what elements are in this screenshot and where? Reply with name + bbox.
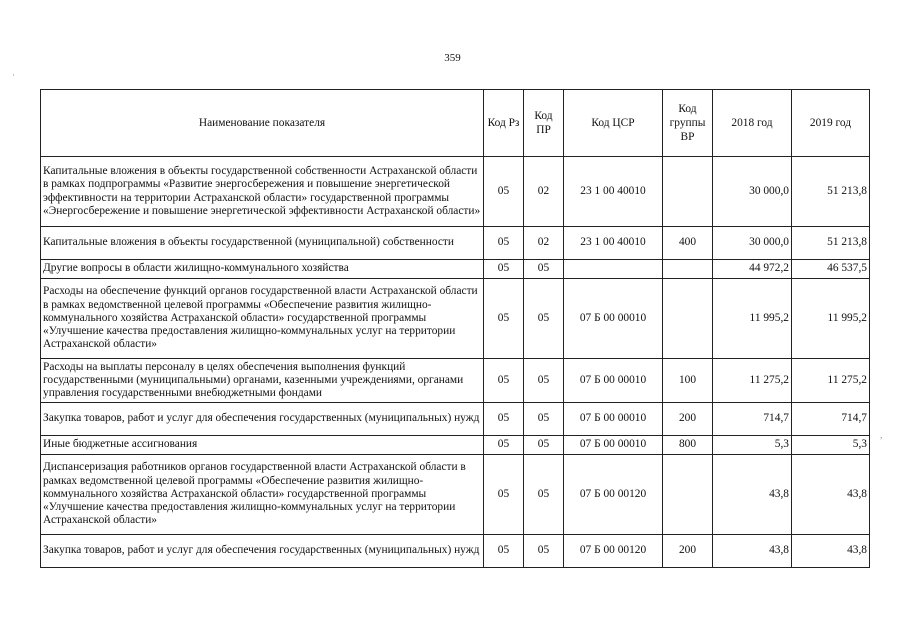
cell-name: Расходы на обеспечение функций органов государственной власти Астраханской области в рамках ведомственной целевой программы «Обеспечение развития жилищно-коммунального хозяйства Астраханской области» государственной программы «Улучшение качества предоставления жилищно-коммунальных услуг на территории Астраханской области» [41, 279, 484, 359]
cell-name: Закупка товаров, работ и услуг для обеспечения государственных (муниципальных) нужд [41, 535, 484, 568]
cell-2019: 714,7 [792, 403, 870, 436]
cell-rz: 05 [484, 403, 524, 436]
cell-rz: 05 [484, 455, 524, 535]
cell-2019: 11 995,2 [792, 279, 870, 359]
cell-csr: 07 Б 00 00010 [564, 359, 663, 403]
cell-csr: 23 1 00 40010 [564, 157, 663, 227]
cell-vr [663, 279, 713, 359]
table-header [41, 90, 870, 157]
cell-pr: 02 [524, 227, 564, 260]
cell-name: Диспансеризация работников органов государственной власти Астраханской области в рамках ведомственной целевой программы «Обеспечение развития жилищно-коммунального хозяйства Астраханской области» государственной программы «Улучшение качества предоставления жилищно-коммунальных услуг на территории Астраханской области» [41, 455, 484, 535]
cell-csr: 07 Б 00 00010 [564, 403, 663, 436]
cell-2019: 43,8 [792, 535, 870, 568]
header-vr: Код группы ВР [663, 90, 713, 157]
cell-2018: 43,8 [713, 455, 792, 535]
cell-name: Капитальные вложения в объекты государственной собственности Астраханской области в рамках подпрограммы «Развитие энергосбережения и повышение энергетической эффективности на территории Астраханской области» государственной программы «Энергосбережение и повышение энергетической эффективности Астраханской области» [41, 157, 484, 227]
cell-pr: 02 [524, 157, 564, 227]
cell-name: Капитальные вложения в объекты государственной (муниципальной) собственности [41, 227, 484, 260]
cell-2019: 5,3 [792, 436, 870, 455]
cell-2018: 30 000,0 [713, 157, 792, 227]
table-row [41, 279, 870, 359]
header-pr: Код ПР [524, 90, 564, 157]
cell-csr [564, 260, 663, 279]
table-row [41, 535, 870, 568]
header-2019: 2019 год [792, 90, 870, 157]
cell-2018: 11 275,2 [713, 359, 792, 403]
header-2018: 2018 год [713, 90, 792, 157]
cell-2018: 44 972,2 [713, 260, 792, 279]
cell-rz: 05 [484, 535, 524, 568]
cell-2019: 51 213,8 [792, 227, 870, 260]
cell-rz: 05 [484, 260, 524, 279]
scan-speck: · [12, 70, 15, 80]
cell-2018: 43,8 [713, 535, 792, 568]
cell-2018: 5,3 [713, 436, 792, 455]
cell-vr [663, 157, 713, 227]
header-rz: Код Рз [484, 90, 524, 157]
cell-rz: 05 [484, 157, 524, 227]
cell-rz: 05 [484, 227, 524, 260]
table-row [41, 403, 870, 436]
cell-vr: 800 [663, 436, 713, 455]
cell-vr: 100 [663, 359, 713, 403]
cell-csr: 07 Б 00 00120 [564, 535, 663, 568]
cell-vr [663, 260, 713, 279]
cell-name: Иные бюджетные ассигнования [41, 436, 484, 455]
header-row [41, 90, 870, 157]
table-row [41, 260, 870, 279]
cell-2018: 714,7 [713, 403, 792, 436]
cell-pr: 05 [524, 535, 564, 568]
cell-pr: 05 [524, 279, 564, 359]
cell-name: Расходы на выплаты персоналу в целях обеспечения выполнения функций государственными (муниципальными) органами, казенными учреждениями, органами управления государственными внебюджетными фондами [41, 359, 484, 403]
cell-2019: 51 213,8 [792, 157, 870, 227]
header-csr: Код ЦСР [564, 90, 663, 157]
table-row [41, 157, 870, 227]
table-row [41, 227, 870, 260]
table-row [41, 455, 870, 535]
table-body [41, 157, 870, 568]
cell-pr: 05 [524, 455, 564, 535]
header-name: Наименование показателя [41, 90, 484, 157]
cell-rz: 05 [484, 436, 524, 455]
cell-pr: 05 [524, 403, 564, 436]
cell-name: Закупка товаров, работ и услуг для обеспечения государственных (муниципальных) нужд [41, 403, 484, 436]
table-row [41, 359, 870, 403]
cell-csr: 23 1 00 40010 [564, 227, 663, 260]
cell-vr: 400 [663, 227, 713, 260]
cell-pr: 05 [524, 260, 564, 279]
scan-speck: , [880, 430, 883, 440]
cell-2019: 11 275,2 [792, 359, 870, 403]
cell-2019: 43,8 [792, 455, 870, 535]
cell-name: Другие вопросы в области жилищно-коммунального хозяйства [41, 260, 484, 279]
cell-pr: 05 [524, 436, 564, 455]
cell-csr: 07 Б 00 00010 [564, 279, 663, 359]
cell-vr [663, 455, 713, 535]
cell-rz: 05 [484, 359, 524, 403]
cell-csr: 07 Б 00 00010 [564, 436, 663, 455]
cell-vr: 200 [663, 403, 713, 436]
cell-2018: 30 000,0 [713, 227, 792, 260]
cell-csr: 07 Б 00 00120 [564, 455, 663, 535]
cell-2019: 46 537,5 [792, 260, 870, 279]
cell-rz: 05 [484, 279, 524, 359]
page-number: 359 [444, 52, 461, 64]
cell-vr: 200 [663, 535, 713, 568]
table-row [41, 436, 870, 455]
cell-pr: 05 [524, 359, 564, 403]
budget-table [40, 89, 870, 568]
cell-2018: 11 995,2 [713, 279, 792, 359]
